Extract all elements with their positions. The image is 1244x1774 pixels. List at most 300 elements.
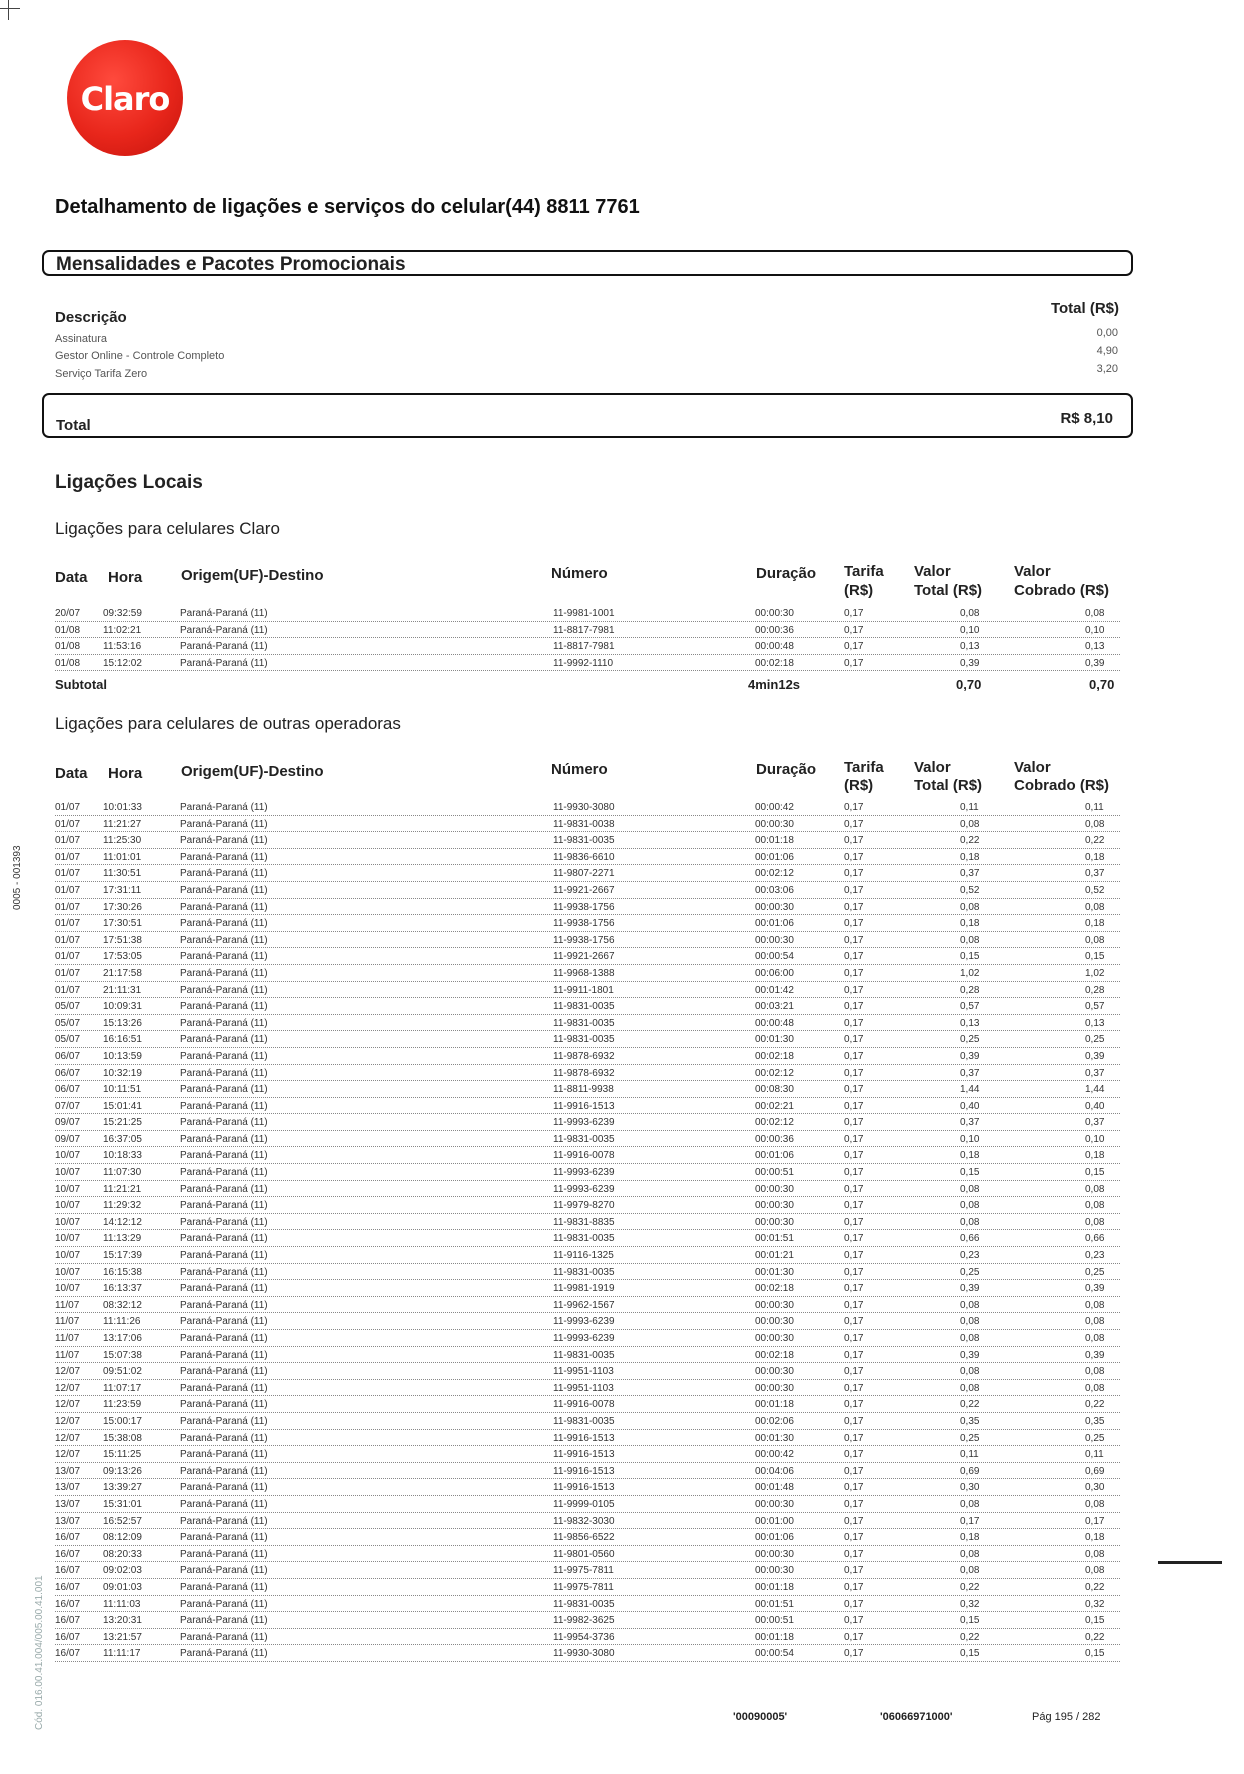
cell-valor-cobrado: 0,39 <box>1085 1349 1105 1361</box>
cell-numero: 11-9801-0560 <box>553 1548 615 1560</box>
table-row <box>55 998 1120 1015</box>
cell-tarifa: 0,17 <box>844 1432 864 1444</box>
cell-tarifa: 0,17 <box>844 984 864 996</box>
cell-numero: 11-9831-0035 <box>553 1266 615 1278</box>
cell-tarifa: 0,17 <box>844 1183 864 1195</box>
cell-origem: Paraná-Paraná (11) <box>180 1117 268 1129</box>
cell-numero: 11-9831-0035 <box>553 1415 615 1427</box>
cell-data: 13/07 <box>55 1498 81 1510</box>
cell-tarifa: 0,17 <box>844 1482 864 1494</box>
cell-origem: Paraná-Paraná (11) <box>180 1050 268 1062</box>
cell-valor-cobrado: 0,37 <box>1085 868 1105 880</box>
table-row <box>55 932 1120 949</box>
cell-tarifa: 0,17 <box>844 1399 864 1411</box>
cell-numero: 11-9831-0035 <box>553 835 615 847</box>
cell-duracao: 00:01:30 <box>755 1034 794 1046</box>
cell-duracao: 00:02:12 <box>755 1117 794 1129</box>
cell-numero: 11-9930-3080 <box>553 1648 615 1660</box>
cell-duracao: 00:00:42 <box>755 802 794 813</box>
cell-valor-cobrado: 0,08 <box>1085 1565 1105 1577</box>
cell-numero: 11-9831-0035 <box>553 1598 615 1610</box>
table-row <box>55 1048 1120 1065</box>
cell-data: 09/07 <box>55 1133 81 1145</box>
cell-hora: 08:32:12 <box>103 1299 142 1311</box>
subtotal-duration: 4min12s <box>748 677 801 692</box>
cell-hora: 15:21:25 <box>103 1117 142 1129</box>
cell-numero: 11-9832-3030 <box>553 1515 615 1527</box>
cell-numero: 11-9831-0038 <box>553 818 615 830</box>
cell-valor-total: 0,08 <box>960 608 980 619</box>
cell-data: 01/07 <box>55 901 81 913</box>
cell-valor-total: 0,25 <box>960 1432 980 1444</box>
cell-duracao: 00:00:48 <box>755 1017 794 1029</box>
cell-data: 13/07 <box>55 1465 81 1477</box>
cell-data: 01/07 <box>55 951 81 963</box>
cell-valor-cobrado: 0,22 <box>1085 1399 1105 1411</box>
cell-origem: Paraná-Paraná (11) <box>180 1482 268 1494</box>
cell-duracao: 00:00:30 <box>755 1366 794 1378</box>
cell-numero: 11-9981-1001 <box>553 608 615 619</box>
cell-origem: Paraná-Paraná (11) <box>180 1532 268 1544</box>
cell-valor-total: 0,15 <box>960 1615 980 1627</box>
cell-tarifa: 0,17 <box>844 802 864 813</box>
cell-valor-total: 0,66 <box>960 1233 980 1245</box>
ligacoes-locais-title: Ligações Locais <box>55 472 203 493</box>
cell-tarifa: 0,17 <box>844 657 864 669</box>
cell-numero: 11-9916-0078 <box>553 1150 615 1162</box>
cell-valor-total: 0,35 <box>960 1415 980 1427</box>
cell-duracao: 00:01:30 <box>755 1266 794 1278</box>
cell-data: 01/07 <box>55 967 81 979</box>
cell-valor-total: 0,18 <box>960 851 980 863</box>
table-row <box>55 1380 1120 1397</box>
cell-hora: 17:30:51 <box>103 918 142 930</box>
col-valor-total: Valor <box>914 563 951 580</box>
total-value: R$ 8,10 <box>1060 410 1113 427</box>
table-row <box>55 1363 1120 1380</box>
outras-rows <box>55 799 1120 1662</box>
cell-hora: 13:39:27 <box>103 1482 142 1494</box>
table-row <box>55 899 1120 916</box>
cell-numero: 11-9992-1110 <box>553 657 614 669</box>
cell-duracao: 00:00:54 <box>755 951 794 963</box>
cell-origem: Paraná-Paraná (11) <box>180 1498 268 1510</box>
cell-numero: 11-9993-6239 <box>553 1316 615 1328</box>
cell-origem: Paraná-Paraná (11) <box>180 1167 268 1179</box>
cell-tarifa: 0,17 <box>844 1449 864 1461</box>
cell-duracao: 00:02:12 <box>755 868 794 880</box>
cell-valor-cobrado: 0,52 <box>1085 884 1105 896</box>
cell-tarifa: 0,17 <box>844 1150 864 1162</box>
cell-hora: 11:30:51 <box>103 868 142 880</box>
table-row <box>55 1612 1120 1629</box>
cell-numero: 11-9993-6239 <box>553 1183 615 1195</box>
cell-hora: 11:21:21 <box>103 1183 142 1195</box>
cell-data: 16/07 <box>55 1631 81 1643</box>
cell-origem: Paraná-Paraná (11) <box>180 624 268 636</box>
cell-numero: 11-9916-1513 <box>553 1432 615 1444</box>
cell-numero: 11-9831-0035 <box>553 1001 615 1013</box>
page-number: Pág 195 / 282 <box>1032 1711 1101 1723</box>
cell-valor-total: 0,13 <box>960 641 980 653</box>
cell-valor-cobrado: 0,25 <box>1085 1266 1105 1278</box>
cell-data: 13/07 <box>55 1515 81 1527</box>
cell-origem: Paraná-Paraná (11) <box>180 1216 268 1228</box>
table-row <box>55 1430 1120 1447</box>
cell-numero: 11-9999-0105 <box>553 1498 615 1510</box>
cell-data: 01/07 <box>55 918 81 930</box>
cell-origem: Paraná-Paraná (11) <box>180 1034 268 1046</box>
cell-duracao: 00:00:30 <box>755 1183 794 1195</box>
cell-duracao: 00:02:12 <box>755 1067 794 1079</box>
cell-duracao: 00:01:48 <box>755 1482 794 1494</box>
cell-duracao: 00:01:51 <box>755 1598 794 1610</box>
col-origem: Origem(UF)-Destino <box>181 567 324 584</box>
cell-duracao: 00:01:18 <box>755 1631 794 1643</box>
total-box <box>42 393 1133 438</box>
cell-hora: 11:07:30 <box>103 1167 142 1179</box>
subtotal-valor-total: 0,70 <box>956 677 982 692</box>
col-origem: Origem(UF)-Destino <box>181 763 324 780</box>
cell-hora: 16:37:05 <box>103 1133 142 1145</box>
cell-tarifa: 0,17 <box>844 934 864 946</box>
cell-hora: 16:16:51 <box>103 1034 142 1046</box>
cell-valor-total: 0,13 <box>960 1017 980 1029</box>
cell-origem: Paraná-Paraná (11) <box>180 1548 268 1560</box>
table-row <box>55 1065 1120 1082</box>
cell-origem: Paraná-Paraná (11) <box>180 984 268 996</box>
cell-duracao: 00:00:30 <box>755 608 794 619</box>
cell-origem: Paraná-Paraná (11) <box>180 1266 268 1278</box>
cell-hora: 21:17:58 <box>103 967 142 979</box>
table-row <box>55 1081 1120 1098</box>
table-row <box>55 1297 1120 1314</box>
cell-tarifa: 0,17 <box>844 1515 864 1527</box>
cell-valor-total: 0,08 <box>960 1548 980 1560</box>
cell-origem: Paraná-Paraná (11) <box>180 851 268 863</box>
cell-origem: Paraná-Paraná (11) <box>180 1449 268 1461</box>
cell-origem: Paraná-Paraná (11) <box>180 1333 268 1344</box>
cell-tarifa: 0,17 <box>844 967 864 979</box>
cell-tarifa: 0,17 <box>844 851 864 863</box>
cell-duracao: 00:02:18 <box>755 1283 794 1295</box>
cell-hora: 08:20:33 <box>103 1548 142 1560</box>
cell-valor-total: 0,39 <box>960 1050 980 1062</box>
cell-data: 01/08 <box>55 624 81 636</box>
cell-data: 09/07 <box>55 1117 81 1129</box>
cell-numero: 11-8811-9938 <box>553 1084 614 1096</box>
cell-valor-cobrado: 0,08 <box>1085 1299 1105 1311</box>
cell-numero: 11-9962-1567 <box>553 1299 615 1311</box>
cell-duracao: 00:00:30 <box>755 901 794 913</box>
cell-valor-total: 0,08 <box>960 901 980 913</box>
table-row <box>55 1496 1120 1513</box>
cell-data: 10/07 <box>55 1250 81 1262</box>
cell-origem: Paraná-Paraná (11) <box>180 1598 268 1610</box>
cell-duracao: 00:00:51 <box>755 1167 794 1179</box>
mensalidades-title: Mensalidades e Pacotes Promocionais <box>56 254 406 275</box>
cell-data: 10/07 <box>55 1233 81 1245</box>
cell-numero: 11-9938-1756 <box>553 934 615 946</box>
desc-value: 4,90 <box>1096 345 1118 357</box>
cell-duracao: 00:00:36 <box>755 624 794 636</box>
col-data: Data <box>55 765 88 782</box>
cell-valor-cobrado: 0,11 <box>1085 1449 1104 1461</box>
cell-duracao: 00:01:21 <box>755 1250 794 1262</box>
cell-numero: 11-8817-7981 <box>553 641 615 653</box>
cell-duracao: 00:00:30 <box>755 1299 794 1311</box>
cell-hora: 11:25:30 <box>103 835 142 847</box>
registration-mark <box>0 0 20 20</box>
col-tarifa-unit: (R$) <box>844 777 874 794</box>
cell-numero: 11-9916-1513 <box>553 1465 615 1477</box>
cell-origem: Paraná-Paraná (11) <box>180 868 268 880</box>
cell-origem: Paraná-Paraná (11) <box>180 1283 268 1295</box>
cell-hora: 08:12:09 <box>103 1532 142 1544</box>
cell-valor-cobrado: 0,08 <box>1085 1366 1105 1378</box>
cell-tarifa: 0,17 <box>844 884 864 896</box>
table-row <box>55 1247 1120 1264</box>
cell-numero: 11-9836-6610 <box>553 851 615 863</box>
cell-hora: 15:31:01 <box>103 1498 142 1510</box>
cell-valor-cobrado: 0,39 <box>1085 1050 1105 1062</box>
cell-data: 16/07 <box>55 1532 81 1544</box>
cell-valor-cobrado: 0,35 <box>1085 1415 1105 1427</box>
col-duracao: Duração <box>756 761 817 778</box>
cell-hora: 10:18:33 <box>103 1150 142 1162</box>
cell-valor-total: 0,08 <box>960 1333 980 1344</box>
cell-data: 16/07 <box>55 1548 81 1560</box>
cell-numero: 11-9938-1756 <box>553 901 615 913</box>
cell-valor-total: 0,15 <box>960 951 980 963</box>
cell-origem: Paraná-Paraná (11) <box>180 1183 268 1195</box>
cell-valor-total: 0,08 <box>960 1299 980 1311</box>
table-row <box>55 1479 1120 1496</box>
footer-code-1: '00090005' <box>733 1711 788 1723</box>
cell-hora: 10:13:59 <box>103 1050 142 1062</box>
table-row <box>55 965 1120 982</box>
cell-numero: 11-9911-1801 <box>553 984 614 996</box>
cell-origem: Paraná-Paraná (11) <box>180 934 268 946</box>
side-code-faint: Cód. 016.00.41.004/005.00.41.001 <box>34 1575 45 1730</box>
table-row <box>55 1181 1120 1198</box>
cell-hora: 11:21:27 <box>103 818 142 830</box>
cell-origem: Paraná-Paraná (11) <box>180 1250 268 1262</box>
cell-origem: Paraná-Paraná (11) <box>180 1615 268 1627</box>
cell-valor-total: 0,08 <box>960 1316 980 1328</box>
cell-valor-cobrado: 0,10 <box>1085 1133 1105 1145</box>
cell-numero: 11-9982-3625 <box>553 1615 615 1627</box>
cell-tarifa: 0,17 <box>844 1167 864 1179</box>
cell-origem: Paraná-Paraná (11) <box>180 641 268 653</box>
cell-valor-cobrado: 0,08 <box>1085 1200 1105 1212</box>
cell-valor-cobrado: 0,08 <box>1085 608 1105 619</box>
cell-data: 16/07 <box>55 1565 81 1577</box>
cell-duracao: 00:08:30 <box>755 1084 794 1096</box>
cell-tarifa: 0,17 <box>844 1349 864 1361</box>
table-row <box>55 1031 1120 1048</box>
cell-valor-total: 0,37 <box>960 1117 980 1129</box>
cell-valor-total: 0,22 <box>960 1399 980 1411</box>
cell-origem: Paraná-Paraná (11) <box>180 1382 268 1394</box>
cell-duracao: 00:03:06 <box>755 884 794 896</box>
table-row <box>55 1645 1120 1662</box>
cell-duracao: 00:03:21 <box>755 1001 794 1013</box>
col-numero: Número <box>551 761 608 778</box>
table-row <box>55 865 1120 882</box>
cell-numero: 11-9921-2667 <box>553 951 615 963</box>
cell-data: 11/07 <box>55 1333 80 1344</box>
cell-hora: 17:31:11 <box>103 884 142 896</box>
cell-data: 12/07 <box>55 1449 81 1461</box>
cell-valor-total: 0,08 <box>960 1382 980 1394</box>
cell-data: 10/07 <box>55 1183 81 1195</box>
total-label: Total <box>56 417 91 434</box>
cell-numero: 11-9975-7811 <box>553 1581 614 1593</box>
cell-origem: Paraná-Paraná (11) <box>180 1399 268 1411</box>
side-code: 0005 - 001393 <box>12 845 23 910</box>
cell-tarifa: 0,17 <box>844 624 864 636</box>
cell-hora: 10:01:33 <box>103 802 142 813</box>
cell-valor-total: 0,18 <box>960 918 980 930</box>
cell-hora: 15:11:25 <box>103 1449 142 1461</box>
cell-numero: 11-9916-1513 <box>553 1100 615 1112</box>
cell-valor-total: 0,57 <box>960 1001 980 1013</box>
cell-hora: 10:09:31 <box>103 1001 142 1013</box>
table-row <box>55 1330 1120 1347</box>
cell-hora: 11:01:01 <box>103 851 142 863</box>
cell-duracao: 00:00:42 <box>755 1449 794 1461</box>
desc-value: 0,00 <box>1096 327 1118 339</box>
cell-tarifa: 0,17 <box>844 1548 864 1560</box>
cell-valor-cobrado: 0,13 <box>1085 1017 1105 1029</box>
cell-data: 13/07 <box>55 1482 81 1494</box>
table-row <box>55 1098 1120 1115</box>
cell-tarifa: 0,17 <box>844 1233 864 1245</box>
cell-hora: 11:11:17 <box>103 1648 141 1660</box>
cell-data: 16/07 <box>55 1615 81 1627</box>
cell-valor-total: 0,18 <box>960 1150 980 1162</box>
col-valor-total-unit: Total (R$) <box>914 777 983 794</box>
cell-numero: 11-9930-3080 <box>553 802 615 813</box>
cell-valor-cobrado: 0,69 <box>1085 1465 1105 1477</box>
cell-hora: 13:21:57 <box>103 1631 142 1643</box>
cell-origem: Paraná-Paraná (11) <box>180 818 268 830</box>
cell-valor-total: 0,37 <box>960 1067 980 1079</box>
cell-duracao: 00:04:06 <box>755 1465 794 1477</box>
cell-data: 01/08 <box>55 657 81 669</box>
cell-tarifa: 0,17 <box>844 1615 864 1627</box>
cell-valor-total: 0,23 <box>960 1250 980 1262</box>
cell-valor-cobrado: 0,28 <box>1085 984 1105 996</box>
cell-numero: 11-9979-8270 <box>553 1200 615 1212</box>
cell-hora: 21:11:31 <box>103 984 142 996</box>
cell-tarifa: 0,17 <box>844 1001 864 1013</box>
cell-duracao: 00:00:30 <box>755 1216 794 1228</box>
cell-hora: 10:32:19 <box>103 1067 142 1079</box>
cell-valor-cobrado: 0,08 <box>1085 818 1105 830</box>
cell-valor-cobrado: 0,11 <box>1085 802 1104 813</box>
cell-tarifa: 0,17 <box>844 1084 864 1096</box>
logo-text: Claro <box>80 80 170 118</box>
cell-origem: Paraná-Paraná (11) <box>180 1349 268 1361</box>
cell-hora: 17:51:38 <box>103 934 142 946</box>
cell-origem: Paraná-Paraná (11) <box>180 1631 268 1643</box>
cell-numero: 11-9831-0035 <box>553 1233 615 1245</box>
cell-hora: 14:12:12 <box>103 1216 142 1228</box>
cell-data: 01/08 <box>55 641 81 653</box>
cell-valor-total: 0,10 <box>960 624 980 636</box>
cell-valor-total: 0,28 <box>960 984 980 996</box>
subtotal-valor-cobrado: 0,70 <box>1089 677 1115 692</box>
cell-numero: 11-9116-1325 <box>553 1250 614 1262</box>
cell-duracao: 00:01:00 <box>755 1515 794 1527</box>
cell-duracao: 00:00:36 <box>755 1133 794 1145</box>
cell-numero: 11-9807-2271 <box>553 868 615 880</box>
cell-tarifa: 0,17 <box>844 1067 864 1079</box>
cell-valor-cobrado: 0,39 <box>1085 657 1105 669</box>
desc-value: 3,20 <box>1096 363 1118 375</box>
cell-valor-total: 0,17 <box>960 1515 980 1527</box>
cell-tarifa: 0,17 <box>844 1133 864 1145</box>
cell-hora: 15:00:17 <box>103 1415 142 1427</box>
cell-origem: Paraná-Paraná (11) <box>180 1366 268 1378</box>
cell-duracao: 00:01:06 <box>755 851 794 863</box>
table-row <box>55 1230 1120 1247</box>
cell-duracao: 00:01:42 <box>755 984 794 996</box>
cell-duracao: 00:01:06 <box>755 918 794 930</box>
cell-tarifa: 0,17 <box>844 1631 864 1643</box>
outras-section-title: Ligações para celulares de outras operadoras <box>55 714 401 733</box>
cell-valor-total: 0,18 <box>960 1532 980 1544</box>
table-row <box>55 1147 1120 1164</box>
cell-duracao: 00:00:30 <box>755 1548 794 1560</box>
col-data: Data <box>55 569 88 586</box>
cell-tarifa: 0,17 <box>844 818 864 830</box>
cell-data: 16/07 <box>55 1598 81 1610</box>
cell-numero: 11-9938-1756 <box>553 918 615 930</box>
cell-tarifa: 0,17 <box>844 1250 864 1262</box>
cell-duracao: 00:00:30 <box>755 934 794 946</box>
table-row <box>55 1313 1120 1330</box>
cell-tarifa: 0,17 <box>844 1017 864 1029</box>
cell-valor-cobrado: 0,18 <box>1085 851 1105 863</box>
footer-code-2: '06066971000' <box>880 1711 953 1723</box>
cell-data: 01/07 <box>55 868 81 880</box>
cell-hora: 17:30:26 <box>103 901 142 913</box>
table-row <box>55 832 1120 849</box>
table-row <box>55 638 1120 655</box>
cell-origem: Paraná-Paraná (11) <box>180 835 268 847</box>
cell-tarifa: 0,17 <box>844 641 864 653</box>
cell-valor-total: 0,08 <box>960 818 980 830</box>
cell-hora: 15:17:39 <box>103 1250 142 1262</box>
cell-tarifa: 0,17 <box>844 1316 864 1328</box>
cell-data: 10/07 <box>55 1200 81 1212</box>
cell-tarifa: 0,17 <box>844 1465 864 1477</box>
cell-origem: Paraná-Paraná (11) <box>180 1581 268 1593</box>
cell-valor-total: 0,08 <box>960 1200 980 1212</box>
cell-valor-total: 0,40 <box>960 1100 980 1112</box>
cell-origem: Paraná-Paraná (11) <box>180 1100 268 1112</box>
cell-valor-total: 0,39 <box>960 657 980 669</box>
cell-numero: 11-9916-0078 <box>553 1399 615 1411</box>
cell-duracao: 00:01:06 <box>755 1532 794 1544</box>
cell-data: 05/07 <box>55 1001 81 1013</box>
cell-data: 01/07 <box>55 884 81 896</box>
cell-duracao: 00:06:00 <box>755 967 794 979</box>
cell-origem: Paraná-Paraná (11) <box>180 1067 268 1079</box>
